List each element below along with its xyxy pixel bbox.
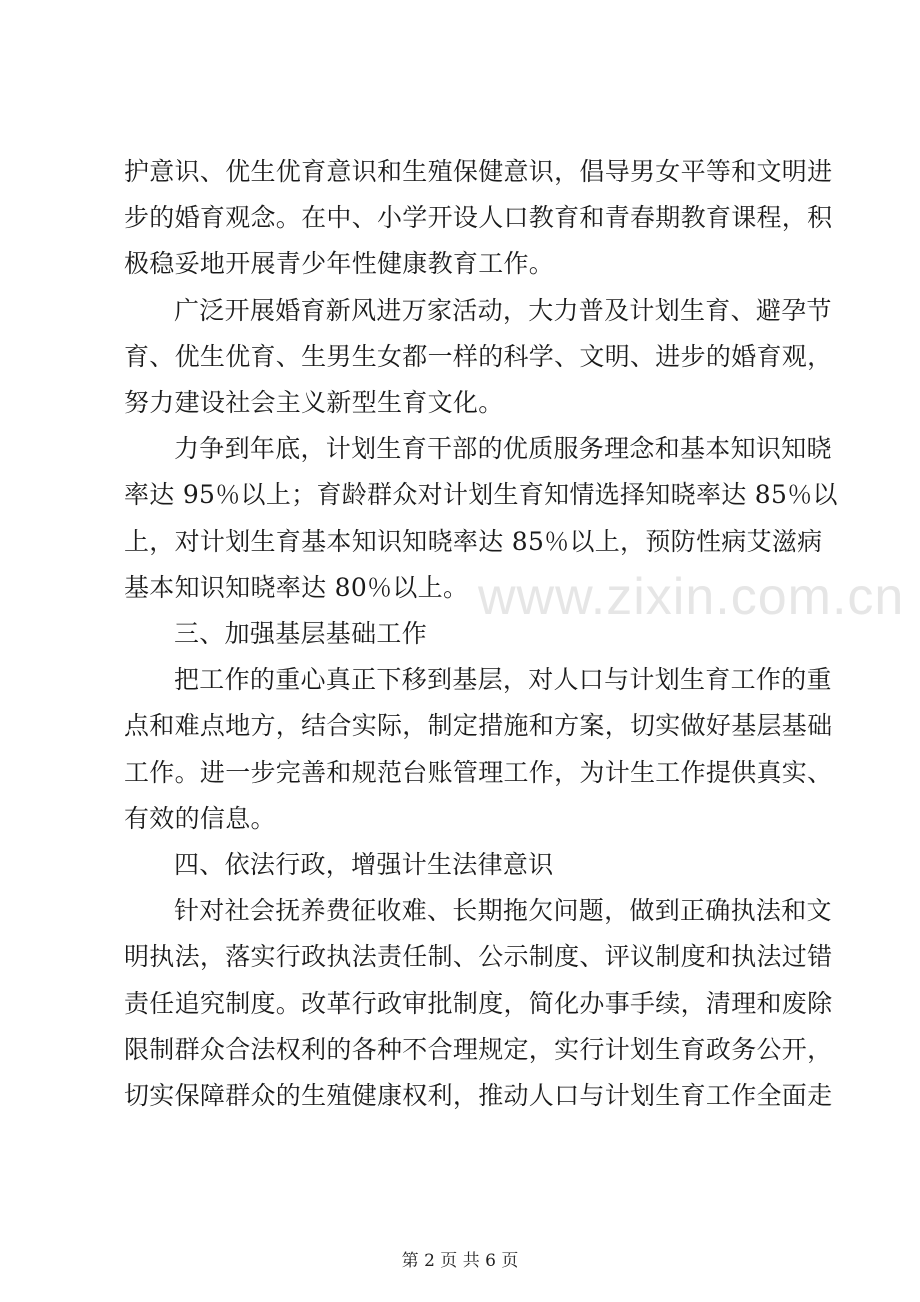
body-line: 限制群众合法权利的各种不合理规定，实行计划生育政务公开， xyxy=(124,1034,833,1064)
body-line: 把工作的重心真正下移到基层，对人口与计划生育工作的重 xyxy=(174,665,832,695)
body-line: 基本知识知晓率达 80％以上。 xyxy=(124,572,469,602)
body-line: 极稳妥地开展青少年性健康教育工作。 xyxy=(124,249,555,279)
body-line: 有效的信息。 xyxy=(124,803,276,833)
section-heading: 四、依法行政，增强计生法律意识 xyxy=(174,850,554,879)
body-line: 护意识、优生优育意识和生殖保健意识，倡导男女平等和文明进 xyxy=(124,157,833,186)
body-line: 上，对计划生育基本知识知晓率达 85％以上，预防性病艾滋病 xyxy=(124,526,823,556)
section-heading: 三、加强基层基础工作 xyxy=(174,619,428,648)
body-line: 切实保障群众的生殖健康权利，推动人口与计划生育工作全面走 xyxy=(124,1081,833,1110)
body-line: 率达 95％以上；育龄群众对计划生育知情选择知晓率达 85％以 xyxy=(124,480,838,510)
body-line: 责任追究制度。改革行政审批制度，简化办事手续，清理和废除 xyxy=(124,988,833,1018)
page-footer: 第 2 页 共 6 页 xyxy=(401,1251,519,1271)
body-line: 点和难点地方，结合实际，制定措施和方案，切实做好基层基础 xyxy=(124,711,833,741)
body-line: 力争到年底，计划生育干部的优质服务理念和基本知识知晓 xyxy=(174,434,832,464)
body-line: 步的婚育观念。在中、小学开设人口教育和青春期教育课程，积 xyxy=(124,203,833,233)
body-line: 工作。进一步完善和规范台账管理工作，为计生工作提供真实、 xyxy=(124,757,833,787)
body-line: 育、优生优育、生男生女都一样的科学、文明、进步的婚育观， xyxy=(124,341,833,371)
watermark: www.zixin.com.cn xyxy=(478,567,905,626)
body-line: 努力建设社会主义新型生育文化。 xyxy=(124,388,504,417)
body-line: 针对社会抚养费征收难、长期拖欠问题，做到正确执法和文 xyxy=(174,896,832,926)
body-line: 明执法，落实行政执法责任制、公示制度、评议制度和执法过错 xyxy=(124,942,833,972)
body-line: 广泛开展婚育新风进万家活动，大力普及计划生育、避孕节 xyxy=(174,295,832,325)
